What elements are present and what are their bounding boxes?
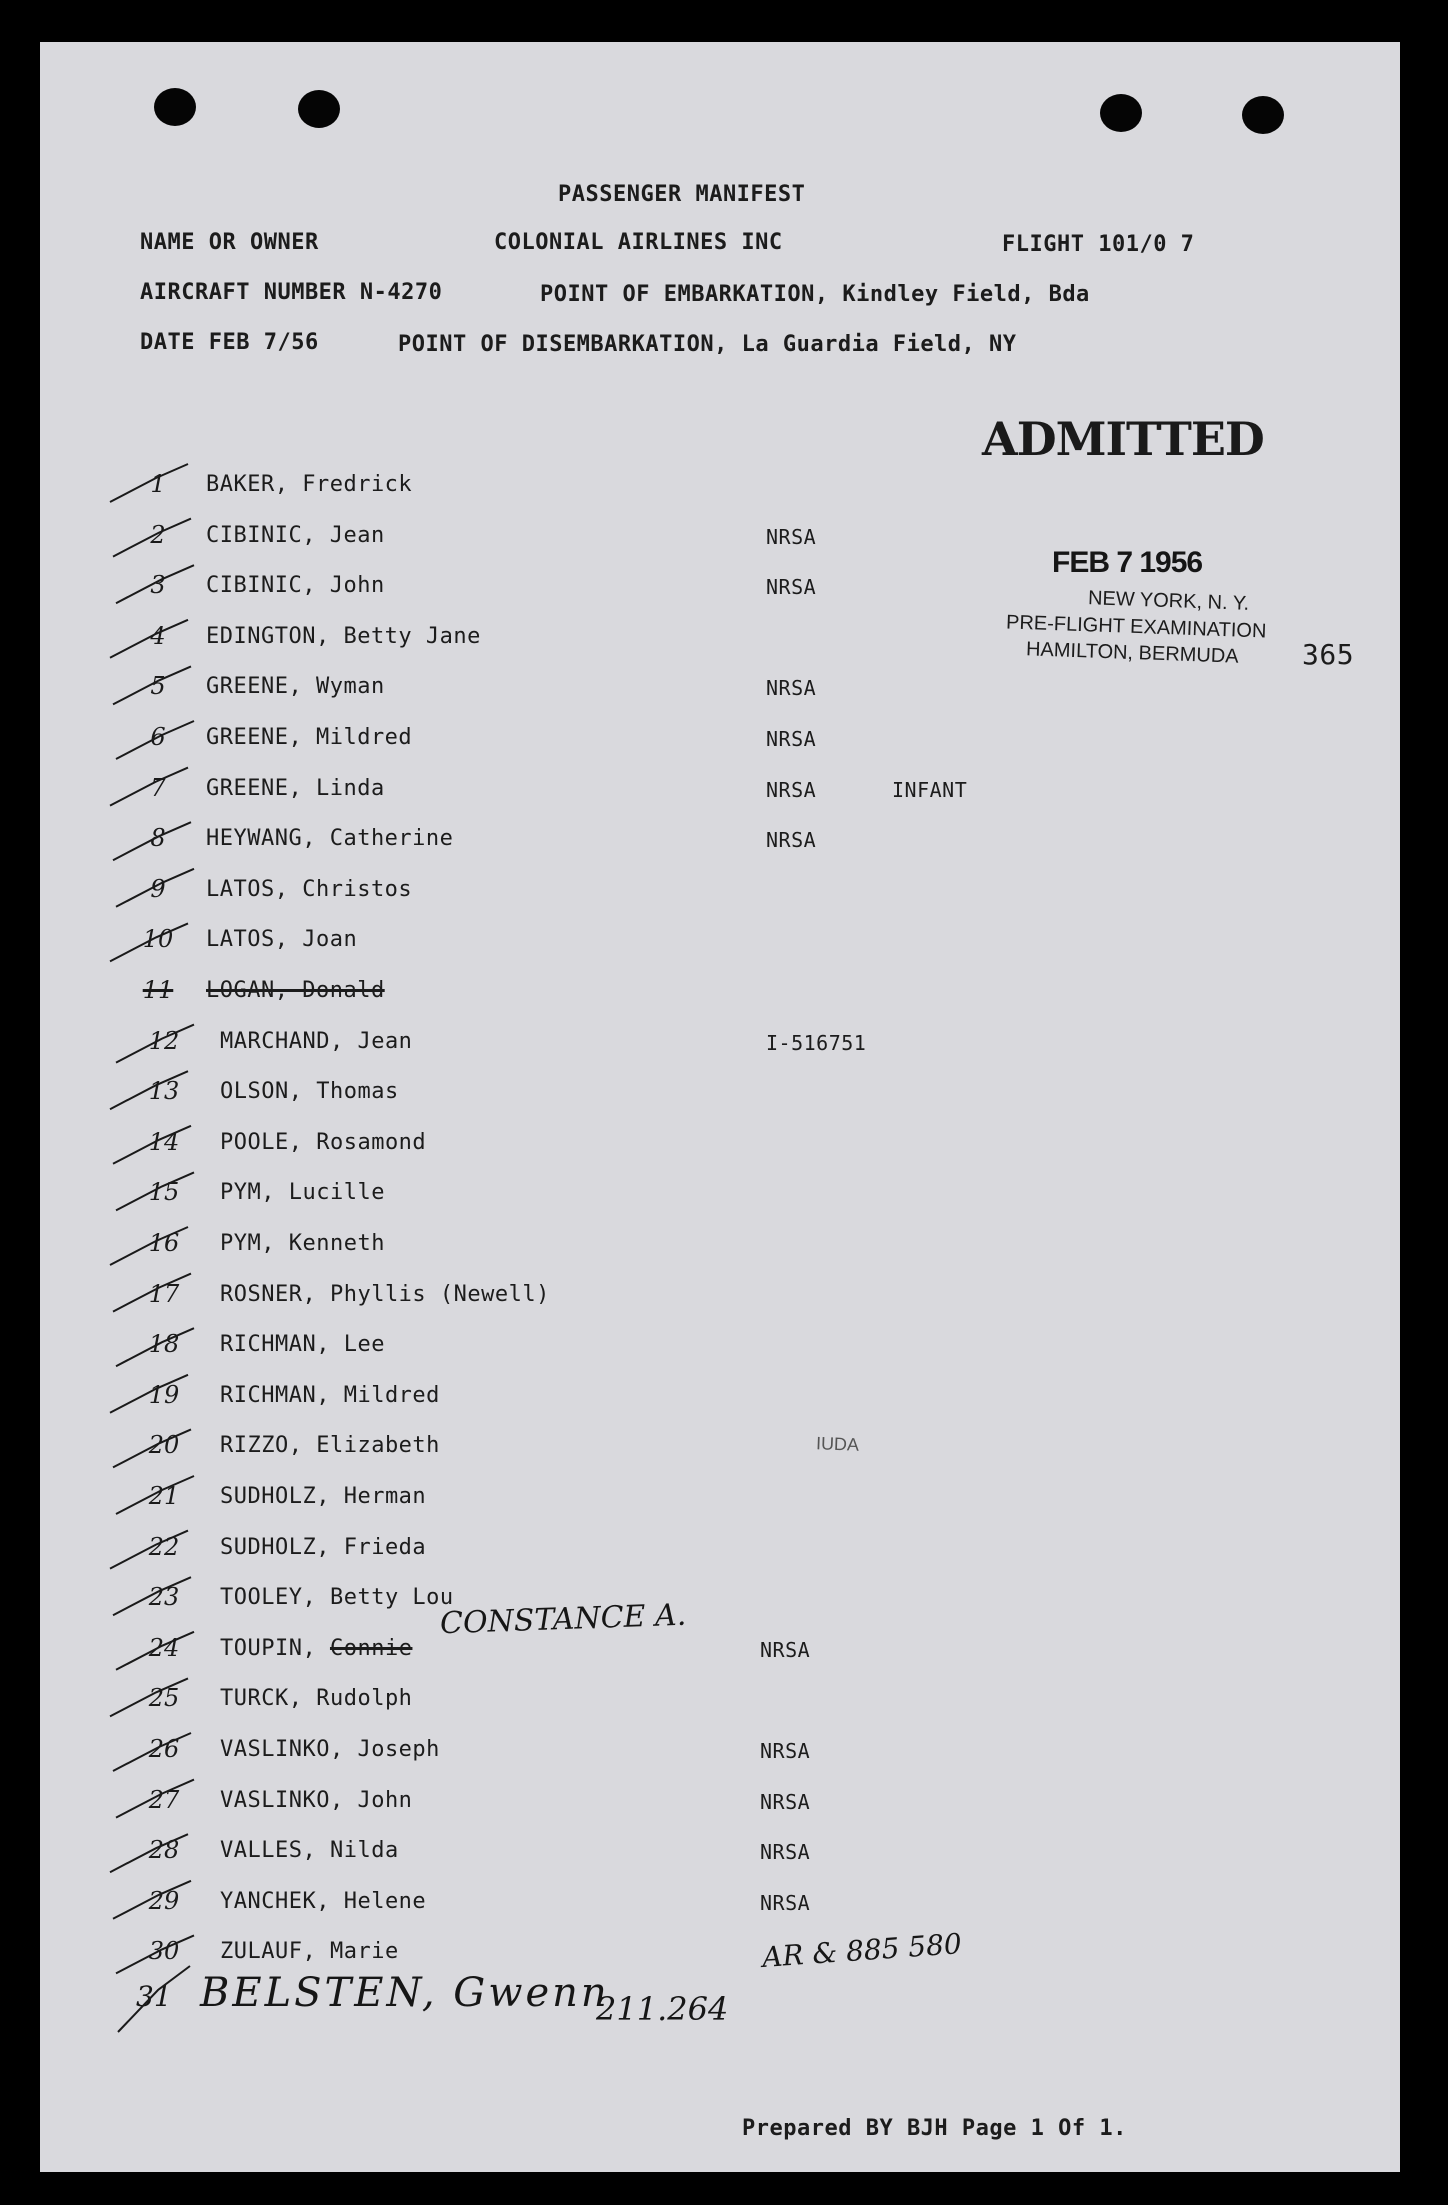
passenger-status: NRSA — [760, 1739, 811, 1763]
passenger-name: ZULAUF, Marie — [220, 1939, 399, 1965]
row-number: 19 — [148, 1380, 180, 1409]
passenger-name: GREENE, Mildred — [206, 725, 413, 750]
passenger-status: NRSA — [760, 1840, 811, 1865]
passenger-status: NRSA — [766, 828, 817, 853]
row-number: 12 — [148, 1026, 180, 1055]
row-number: 28 — [148, 1836, 180, 1865]
passenger-status: I-516751 — [766, 1030, 867, 1055]
passenger-status: NRSA — [760, 1789, 811, 1814]
row-number: 4 — [150, 621, 166, 650]
passenger-status: NRSA — [766, 777, 817, 802]
punch-hole — [154, 88, 196, 126]
passenger-name: ROSNER, Phyllis (Newell) — [220, 1281, 550, 1307]
passenger-name: RIZZO, Elizabeth — [220, 1433, 440, 1459]
row-number: 11 — [142, 976, 174, 1004]
passenger-status: NRSA — [766, 727, 817, 751]
row-number: 30 — [148, 1937, 180, 1966]
passenger-name: VASLINKO, Joseph — [220, 1737, 440, 1762]
handwritten-extra-number: 211.264 — [596, 1990, 729, 2028]
row-number: 6 — [150, 723, 166, 751]
row-number: 23 — [148, 1583, 180, 1612]
passenger-name: TOUPIN, Connie — [220, 1635, 413, 1661]
row-number: 29 — [148, 1886, 180, 1915]
punch-hole — [1242, 96, 1284, 134]
passenger-name: GREENE, Linda — [206, 775, 385, 801]
row-number: 17 — [148, 1279, 180, 1308]
stamp-date: FEB 7 1956 — [1052, 546, 1203, 579]
row-number: 7 — [150, 773, 166, 802]
manifest-sheet — [40, 42, 1400, 2172]
row-number: 1 — [150, 470, 166, 498]
passenger-name: GREENE, Wyman — [206, 674, 385, 700]
row-number: 9 — [150, 874, 166, 903]
manifest-title: PASSENGER MANIFEST — [558, 182, 806, 207]
passenger-name: TOOLEY, Betty Lou — [220, 1585, 454, 1611]
passenger-name: LATOS, Christos — [206, 876, 413, 902]
owner-value: COLONIAL AIRLINES INC — [494, 230, 783, 255]
stamp-city: HAMILTON, BERMUDA — [1025, 638, 1239, 668]
passenger-status: NRSA — [766, 575, 817, 600]
disembarkation-point: POINT OF DISEMBARKATION, La Guardia Field, NY — [398, 332, 1017, 357]
row-number: 15 — [148, 1178, 180, 1207]
manifest-date: DATE FEB 7/56 — [140, 330, 319, 355]
passenger-note: INFANT — [892, 777, 968, 802]
passenger-name: CIBINIC, John — [206, 573, 385, 599]
passenger-name: MARCHAND, Jean — [220, 1028, 413, 1054]
row-number: 16 — [148, 1229, 180, 1257]
aircraft-number: AIRCRAFT NUMBER N-4270 — [140, 280, 443, 305]
passenger-name: PYM, Kenneth — [220, 1231, 385, 1256]
row-number: 5 — [150, 672, 166, 701]
passenger-status: NRSA — [766, 676, 817, 701]
passenger-status: NRSA — [766, 524, 817, 549]
passenger-name: LATOS, Joan — [206, 927, 358, 953]
row-number: 13 — [148, 1077, 180, 1106]
passenger-status: NRSA — [760, 1637, 811, 1662]
prepared-by-footer: Prepared BY BJH Page 1 Of 1. — [742, 2116, 1127, 2141]
admitted-stamp: ADMITTED — [982, 412, 1264, 466]
passenger-name: SUDHOLZ, Frieda — [220, 1534, 427, 1560]
row-number: 25 — [148, 1684, 180, 1713]
passenger-name: VASLINKO, John — [220, 1787, 413, 1813]
row-number: 26 — [148, 1735, 180, 1763]
flight-number: FLIGHT 101/0 7 — [1002, 232, 1195, 257]
row-number: 3 — [150, 571, 166, 600]
passenger-name: PYM, Lucille — [220, 1180, 385, 1206]
passenger-name: BAKER, Fredrick — [206, 472, 413, 497]
passenger-name: SUDHOLZ, Herman — [220, 1484, 427, 1509]
faint-stamp-fragment: IUDA — [815, 1433, 860, 1455]
handwritten-ar-note: AR & 885 580 — [761, 1927, 963, 1974]
passenger-status: NRSA — [760, 1890, 811, 1915]
row-number: 27 — [148, 1785, 180, 1814]
passenger-name: RICHMAN, Lee — [220, 1332, 385, 1358]
passenger-name: HEYWANG, Catherine — [206, 826, 454, 852]
passenger-name: LOGAN, Donald — [206, 978, 385, 1003]
row-number: 18 — [148, 1330, 180, 1359]
stamp-location: NEW YORK, N. Y. — [1087, 587, 1250, 615]
passenger-name: POOLE, Rosamond — [220, 1129, 427, 1155]
row-number: 21 — [148, 1482, 180, 1510]
row-number: 10 — [142, 925, 174, 954]
punch-hole — [1100, 94, 1142, 132]
passenger-name: OLSON, Thomas — [220, 1079, 399, 1105]
handwritten-extra-name: BELSTEN, Gwenn — [200, 1970, 610, 2016]
handwritten-extra-num: 31 — [136, 1980, 172, 2013]
owner-label: NAME OR OWNER — [140, 230, 319, 255]
passenger-name: RICHMAN, Mildred — [220, 1382, 440, 1408]
passenger-name: TURCK, Rudolph — [220, 1686, 413, 1712]
row-number: 2 — [150, 520, 166, 549]
row-number: 8 — [150, 824, 166, 853]
page-number: 365 — [1302, 638, 1355, 671]
passenger-name: YANCHEK, Helene — [220, 1888, 427, 1914]
punch-hole — [298, 90, 340, 128]
stamp-examination: PRE-FLIGHT EXAMINATION — [1005, 611, 1267, 643]
row-number: 22 — [148, 1532, 180, 1561]
passenger-name: VALLES, Nilda — [220, 1838, 399, 1864]
row-number: 24 — [148, 1633, 180, 1662]
row-number: 20 — [148, 1431, 180, 1460]
handwritten-correction: CONSTANCE A. — [439, 1597, 687, 1642]
row-number: 14 — [148, 1127, 180, 1156]
embarkation-point: POINT OF EMBARKATION, Kindley Field, Bda — [540, 282, 1090, 307]
passenger-name: CIBINIC, Jean — [206, 522, 385, 548]
passenger-name: EDINGTON, Betty Jane — [206, 623, 481, 649]
